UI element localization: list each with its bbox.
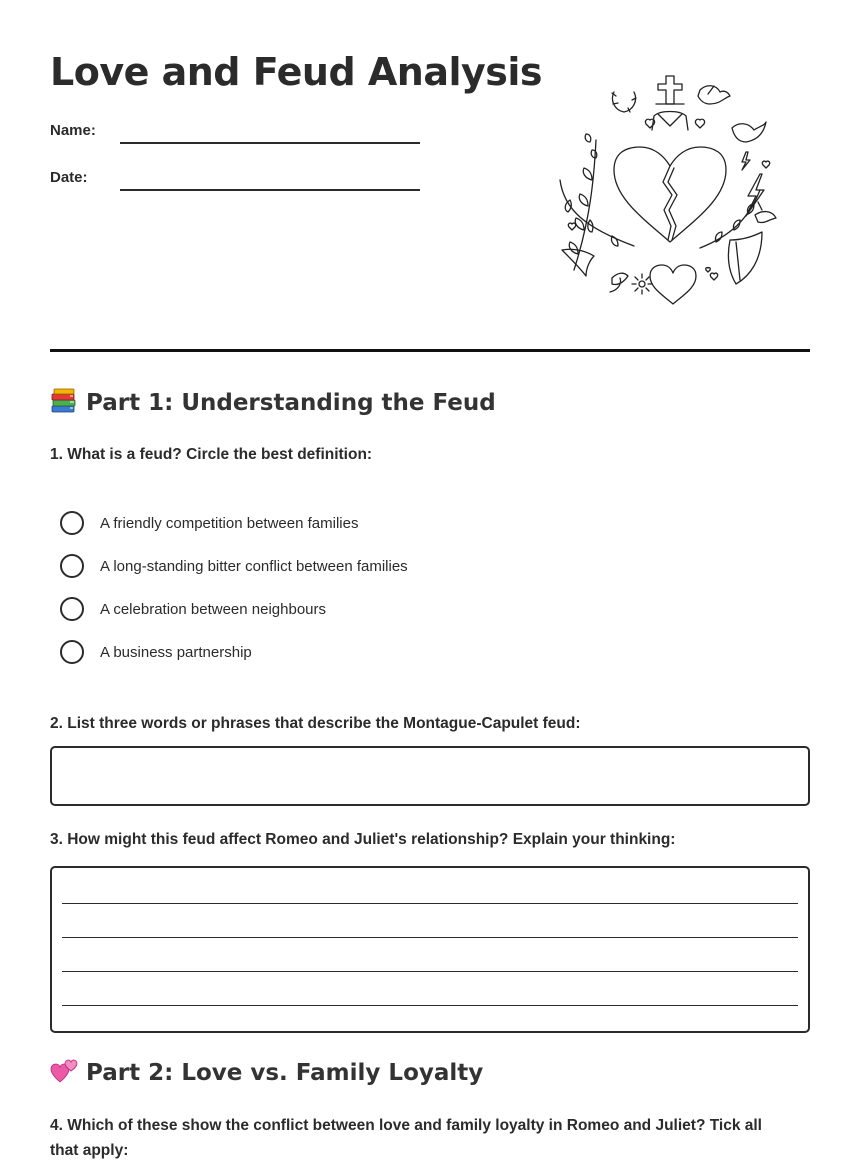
radio-circle[interactable] (60, 597, 84, 621)
answer-box-2[interactable] (50, 746, 810, 806)
question-1: 1. What is a feud? Circle the best definition: (50, 446, 373, 463)
broken-heart-feud-illustration (550, 70, 790, 310)
radio-circle[interactable] (60, 511, 84, 535)
option-label: A friendly competition between families (100, 514, 359, 532)
answer-box-3[interactable] (50, 866, 810, 1033)
gate-icon (652, 112, 688, 131)
two-hearts-icon (50, 1058, 78, 1084)
part2-heading (50, 1058, 483, 1086)
question-4: 4. Which of these show the conflict between love and family loyalty in Romeo and Juliet? Tick all that apply: (50, 1117, 762, 1159)
option-3[interactable] (60, 597, 326, 621)
dove-icon-2 (732, 122, 766, 142)
page-title: Love and Feud Analysis (50, 50, 543, 94)
dove-icon (698, 86, 730, 104)
part2-title: Part 2: Love vs. Family Loyalty (86, 1060, 484, 1086)
part1-title: Part 1: Understanding the Feud (86, 390, 496, 416)
option-2[interactable] (60, 554, 408, 578)
option-label: A long-standing bitter conflict between families (100, 557, 408, 575)
cross-icon (658, 76, 682, 104)
writing-line (62, 1005, 798, 1006)
laurel-wreath-icon (612, 92, 635, 112)
name-label: Name: (50, 122, 96, 139)
option-1[interactable] (60, 511, 358, 535)
question-3: 3. How might this feud affect Romeo and Juliet's relationship? Explain your thinking: (50, 831, 676, 848)
writing-line (62, 903, 798, 904)
shield-icon (728, 232, 762, 284)
flower-icon (639, 281, 645, 287)
lightning-bolt-icon-2 (742, 152, 750, 170)
date-label: Date: (50, 169, 88, 186)
small-heart-icon (650, 265, 696, 304)
radio-circle[interactable] (60, 554, 84, 578)
dove-icon-3 (755, 202, 776, 223)
option-label: A business partnership (100, 643, 252, 661)
writing-line (62, 937, 798, 938)
writing-line (62, 971, 798, 972)
radio-circle[interactable] (60, 640, 84, 664)
name-input-line[interactable] (120, 142, 420, 144)
olive-branch-icon-2 (700, 190, 760, 248)
question-2: 2. List three words or phrases that describe the Montague-Capulet feud: (50, 715, 581, 732)
part1-heading (50, 388, 496, 416)
date-input-line[interactable] (120, 189, 420, 191)
option-label: A celebration between neighbours (100, 600, 326, 618)
option-4[interactable] (60, 640, 252, 664)
books-icon (50, 388, 78, 414)
section-divider (50, 349, 810, 352)
